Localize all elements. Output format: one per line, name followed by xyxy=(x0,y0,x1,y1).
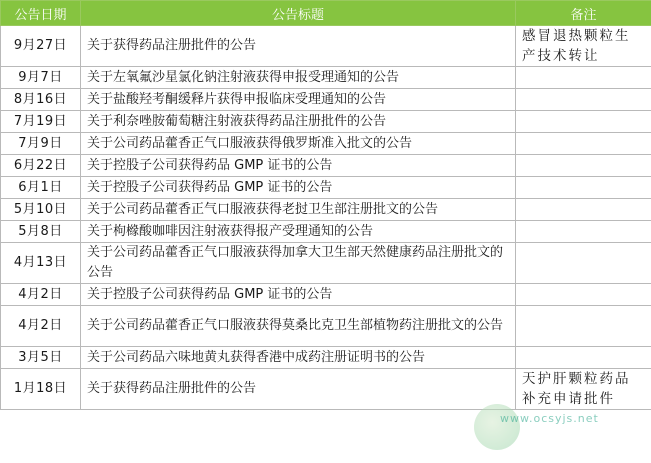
row-title: 关于控股子公司获得药品 GMP 证书的公告 xyxy=(81,177,516,199)
row-title: 关于公司药品藿香正气口服液获得加拿大卫生部天然健康药品注册批文的公告 xyxy=(81,243,516,284)
row-date: 9月27日 xyxy=(1,26,81,67)
header-title: 公告标题 xyxy=(81,1,516,26)
row-title: 关于公司药品六味地黄丸获得香港中成药注册证明书的公告 xyxy=(81,347,516,369)
row-date: 7月9日 xyxy=(1,133,81,155)
header-date: 公告日期 xyxy=(1,1,81,26)
row-date: 7月19日 xyxy=(1,111,81,133)
row-title: 关于枸橼酸咖啡因注射液获得报产受理通知的公告 xyxy=(81,221,516,243)
row-title: 关于控股子公司获得药品 GMP 证书的公告 xyxy=(81,284,516,306)
row-note: 感冒退热颗粒生产技术转让 xyxy=(516,26,651,67)
row-date: 9月7日 xyxy=(1,67,81,89)
table-row xyxy=(1,133,651,155)
row-title: 关于公司药品藿香正气口服液获得俄罗斯准入批文的公告 xyxy=(81,133,516,155)
table-row xyxy=(1,284,651,306)
table-row xyxy=(1,347,651,369)
row-title: 关于左氧氟沙星氯化钠注射液获得申报受理通知的公告 xyxy=(81,67,516,89)
row-note xyxy=(516,347,651,369)
row-title: 关于控股子公司获得药品 GMP 证书的公告 xyxy=(81,155,516,177)
table-row xyxy=(1,306,651,347)
header-note: 备注 xyxy=(516,1,651,26)
watermark-text: www.ocsyjs.net xyxy=(500,412,599,425)
row-note xyxy=(516,89,651,111)
row-note xyxy=(516,133,651,155)
row-note xyxy=(516,284,651,306)
table-row xyxy=(1,155,651,177)
row-note xyxy=(516,155,651,177)
table-row xyxy=(1,89,651,111)
row-date: 4月2日 xyxy=(1,306,81,347)
row-title: 关于获得药品注册批件的公告 xyxy=(81,369,516,410)
table-header-row xyxy=(1,1,651,26)
row-title: 关于公司药品藿香正气口服液获得莫桑比克卫生部植物药注册批文的公告 xyxy=(81,306,516,347)
watermark-globe-icon xyxy=(474,404,520,450)
row-note xyxy=(516,177,651,199)
row-date: 5月10日 xyxy=(1,199,81,221)
row-note xyxy=(516,243,651,284)
row-date: 1月18日 xyxy=(1,369,81,410)
row-date: 6月1日 xyxy=(1,177,81,199)
row-date: 8月16日 xyxy=(1,89,81,111)
table-row xyxy=(1,221,651,243)
table-row xyxy=(1,26,651,67)
row-date: 6月22日 xyxy=(1,155,81,177)
row-note xyxy=(516,111,651,133)
table-row xyxy=(1,243,651,284)
row-title: 关于盐酸羟考酮缓释片获得申报临床受理通知的公告 xyxy=(81,89,516,111)
row-title: 关于公司药品藿香正气口服液获得老挝卫生部注册批文的公告 xyxy=(81,199,516,221)
row-date: 3月5日 xyxy=(1,347,81,369)
table-row xyxy=(1,369,651,410)
row-title: 关于获得药品注册批件的公告 xyxy=(81,26,516,67)
table-row xyxy=(1,111,651,133)
row-note xyxy=(516,199,651,221)
table-row xyxy=(1,177,651,199)
table-row xyxy=(1,199,651,221)
row-date: 4月2日 xyxy=(1,284,81,306)
row-note xyxy=(516,221,651,243)
row-date: 4月13日 xyxy=(1,243,81,284)
row-note xyxy=(516,67,651,89)
row-date: 5月8日 xyxy=(1,221,81,243)
row-note: 天护肝颗粒药品补充申请批件 xyxy=(516,369,651,410)
table-row xyxy=(1,67,651,89)
row-title: 关于利奈唑胺葡萄糖注射液获得药品注册批件的公告 xyxy=(81,111,516,133)
row-note xyxy=(516,306,651,347)
